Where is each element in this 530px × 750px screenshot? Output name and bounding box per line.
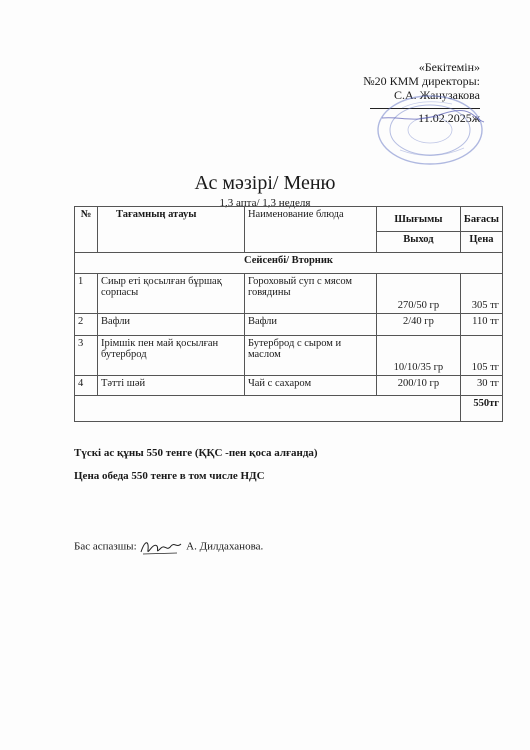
total-spacer — [75, 396, 461, 422]
row-num: 1 — [75, 274, 98, 314]
header-output-ru: Выход — [376, 232, 460, 253]
row-dish-ru: Бутерброд с сыром и маслом — [244, 336, 376, 376]
row-num: 3 — [75, 336, 98, 376]
approval-date: 11.02.2025ж — [370, 108, 480, 125]
row-dish-kz: Ірімшік пен май қосылған бутерброд — [97, 336, 244, 376]
row-price: 110 тг — [460, 314, 502, 336]
header-dish-ru: Наименование блюда — [244, 207, 376, 253]
row-output: 10/10/35 гр — [376, 336, 460, 376]
approval-position: №20 КММ директоры: — [363, 74, 480, 88]
note-ru: Цена обеда 550 тенге в том числе НДС — [74, 470, 265, 482]
signature-icon — [139, 536, 183, 558]
header-price-kz: Бағасы — [460, 207, 502, 232]
row-price: 105 тг — [460, 336, 502, 376]
header-num: № — [75, 207, 98, 253]
row-price: 30 тг — [460, 376, 502, 396]
approval-title: «Бекітемін» — [418, 60, 480, 74]
total-row — [75, 396, 503, 422]
row-price: 305 тг — [460, 274, 502, 314]
row-dish-ru: Чай с сахаром — [244, 376, 376, 396]
row-num: 4 — [75, 376, 98, 396]
table-row — [75, 336, 503, 376]
total-price: 550тг — [460, 396, 502, 422]
row-output: 2/40 гр — [376, 314, 460, 336]
row-dish-ru: Вафли — [244, 314, 376, 336]
table-row — [75, 274, 503, 314]
day-label: Сейсенбі/ Вторник — [75, 253, 503, 274]
row-output: 270/50 гр — [376, 274, 460, 314]
signature-label: Бас аспазшы: — [74, 540, 137, 553]
row-dish-kz: Тәтті шәй — [97, 376, 244, 396]
approval-director-name: С.А. Жанузакова — [394, 88, 480, 102]
row-dish-kz: Вафли — [97, 314, 244, 336]
page-subtitle: 1,3 апта/ 1,3 неделя — [219, 197, 311, 209]
stamp-icon — [372, 88, 492, 168]
table-header-row — [75, 207, 503, 232]
row-dish-ru: Гороховый суп с мясом говядины — [244, 274, 376, 314]
header-price-ru: Цена — [460, 232, 502, 253]
table-row — [75, 314, 503, 336]
note-kz: Түскі ас құны 550 тенге (ҚҚС -пен қоса алғанда) — [74, 447, 318, 459]
page-title: Ас мәзірі/ Меню — [194, 172, 336, 194]
row-num: 2 — [75, 314, 98, 336]
signature-block — [74, 536, 263, 558]
menu-table — [74, 206, 503, 422]
signature-name: А. Дилдаханова. — [186, 540, 264, 553]
table-row — [75, 376, 503, 396]
row-output: 200/10 гр — [376, 376, 460, 396]
day-row — [75, 253, 503, 274]
header-dish-kz: Тағамның атауы — [97, 207, 244, 253]
row-dish-kz: Сиыр еті қосылған бұршақ сорпасы — [97, 274, 244, 314]
header-output-kz: Шығымы — [376, 207, 460, 232]
